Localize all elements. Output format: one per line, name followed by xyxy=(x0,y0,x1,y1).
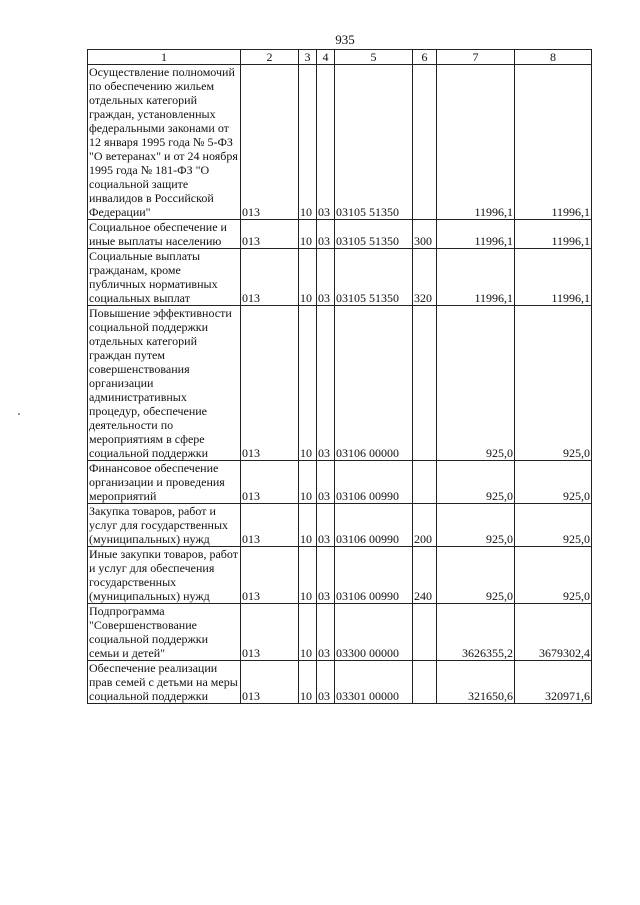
col-2-value: 013 xyxy=(241,547,299,604)
table-row xyxy=(88,461,592,504)
col-2-value: 013 xyxy=(241,306,299,461)
col-6-value: 240 xyxy=(413,547,437,604)
col-5-value: 03106 00990 xyxy=(335,504,413,547)
col-4-value: 03 xyxy=(317,306,335,461)
col-8-value: 320971,6 xyxy=(515,661,592,704)
col-8-value: 11996,1 xyxy=(515,249,592,306)
table-row xyxy=(88,547,592,604)
col-7-value: 925,0 xyxy=(437,461,515,504)
col-5-value: 03106 00990 xyxy=(335,547,413,604)
col-2-value: 013 xyxy=(241,220,299,249)
scan-speck xyxy=(18,413,20,415)
col-7-value: 925,0 xyxy=(437,504,515,547)
col-5-value: 03105 51350 xyxy=(335,249,413,306)
col-5-value: 03301 00000 xyxy=(335,661,413,704)
row-name: Финансовое обеспечение организации и проведения мероприятий xyxy=(88,461,241,504)
row-name: Социальное обеспечение и иные выплаты населению xyxy=(88,220,241,249)
col-8-value: 11996,1 xyxy=(515,220,592,249)
row-name: Подпрограмма "Совершенствование социальной поддержки семьи и детей" xyxy=(88,604,241,661)
col-8-value: 11996,1 xyxy=(515,65,592,220)
table-row xyxy=(88,604,592,661)
col-4-value: 03 xyxy=(317,249,335,306)
col-3-value: 10 xyxy=(299,461,317,504)
col-7-value: 11996,1 xyxy=(437,65,515,220)
col-2-value: 013 xyxy=(241,461,299,504)
col-4-value: 03 xyxy=(317,65,335,220)
column-header: 6 xyxy=(413,50,437,65)
col-6-value xyxy=(413,661,437,704)
col-8-value: 925,0 xyxy=(515,547,592,604)
budget-table xyxy=(87,49,592,704)
col-3-value: 10 xyxy=(299,65,317,220)
col-8-value: 925,0 xyxy=(515,504,592,547)
column-header: 8 xyxy=(515,50,592,65)
col-5-value: 03300 00000 xyxy=(335,604,413,661)
col-3-value: 10 xyxy=(299,220,317,249)
col-6-value xyxy=(413,306,437,461)
col-5-value: 03106 00000 xyxy=(335,306,413,461)
col-7-value: 3626355,2 xyxy=(437,604,515,661)
col-6-value xyxy=(413,65,437,220)
table-row xyxy=(88,65,592,220)
page-number: 935 xyxy=(335,32,355,47)
col-2-value: 013 xyxy=(241,661,299,704)
col-4-value: 03 xyxy=(317,661,335,704)
col-4-value: 03 xyxy=(317,220,335,249)
col-5-value: 03105 51350 xyxy=(335,220,413,249)
header-row xyxy=(88,50,592,65)
row-name: Обеспечение реализации прав семей с детьми на меры социальной поддержки xyxy=(88,661,241,704)
col-3-value: 10 xyxy=(299,547,317,604)
col-6-value xyxy=(413,604,437,661)
col-8-value: 925,0 xyxy=(515,306,592,461)
column-header: 7 xyxy=(437,50,515,65)
col-6-value xyxy=(413,461,437,504)
col-6-value: 200 xyxy=(413,504,437,547)
column-header: 2 xyxy=(241,50,299,65)
row-name: Повышение эффективности социальной поддержки отдельных категорий граждан путем совершенствования организации административных процедур, обеспечение деятельности по мероприятиям в сфере социальной поддержки xyxy=(88,306,241,461)
col-5-value: 03105 51350 xyxy=(335,65,413,220)
col-3-value: 10 xyxy=(299,306,317,461)
column-header: 1 xyxy=(88,50,241,65)
table-row xyxy=(88,306,592,461)
table-row xyxy=(88,220,592,249)
col-3-value: 10 xyxy=(299,661,317,704)
column-header: 3 xyxy=(299,50,317,65)
col-4-value: 03 xyxy=(317,504,335,547)
col-4-value: 03 xyxy=(317,547,335,604)
table-row xyxy=(88,249,592,306)
col-6-value: 320 xyxy=(413,249,437,306)
col-8-value: 925,0 xyxy=(515,461,592,504)
col-4-value: 03 xyxy=(317,461,335,504)
col-3-value: 10 xyxy=(299,249,317,306)
table-row xyxy=(88,504,592,547)
col-8-value: 3679302,4 xyxy=(515,604,592,661)
col-3-value: 10 xyxy=(299,504,317,547)
col-3-value: 10 xyxy=(299,604,317,661)
col-7-value: 925,0 xyxy=(437,547,515,604)
col-2-value: 013 xyxy=(241,249,299,306)
col-7-value: 11996,1 xyxy=(437,249,515,306)
col-5-value: 03106 00990 xyxy=(335,461,413,504)
row-name: Закупка товаров, работ и услуг для государственных (муниципальных) нужд xyxy=(88,504,241,547)
col-7-value: 11996,1 xyxy=(437,220,515,249)
col-4-value: 03 xyxy=(317,604,335,661)
col-7-value: 321650,6 xyxy=(437,661,515,704)
col-2-value: 013 xyxy=(241,504,299,547)
row-name: Осуществление полномочий по обеспечению жильем отдельных категорий граждан, установленных федеральными законами от 12 января 1995 года № 5-ФЗ "О ветеранах" и от 24 ноября 1995 года № 181-ФЗ "О социальной защите инвалидов в Российской Федерации" xyxy=(88,65,241,220)
col-2-value: 013 xyxy=(241,604,299,661)
table-row xyxy=(88,661,592,704)
row-name: Иные закупки товаров, работ и услуг для обеспечения государственных (муниципальных) нужд xyxy=(88,547,241,604)
column-header: 5 xyxy=(335,50,413,65)
col-7-value: 925,0 xyxy=(437,306,515,461)
col-2-value: 013 xyxy=(241,65,299,220)
column-header: 4 xyxy=(317,50,335,65)
row-name: Социальные выплаты гражданам, кроме публичных нормативных социальных выплат xyxy=(88,249,241,306)
col-6-value: 300 xyxy=(413,220,437,249)
